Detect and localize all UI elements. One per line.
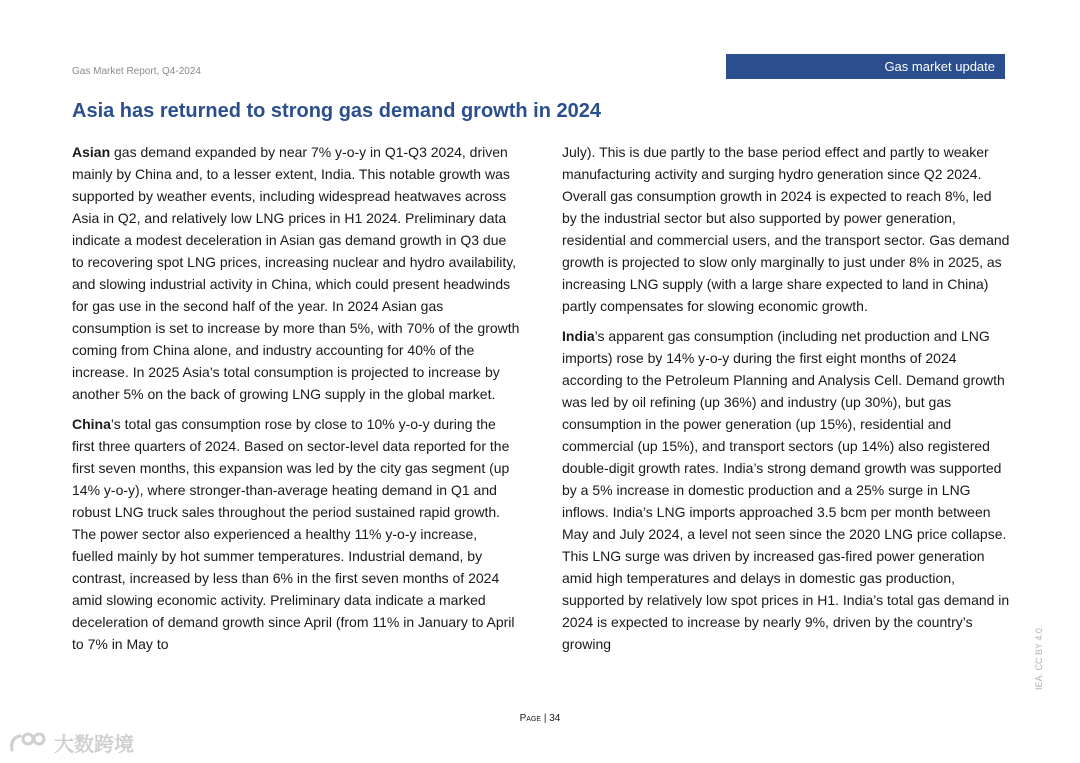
section-banner: Gas market update: [726, 54, 1005, 79]
paragraph-china: [72, 413, 520, 655]
license-note: IEA. CC BY 4.0.: [1034, 625, 1044, 690]
paragraph-lead-india: India: [562, 328, 595, 344]
paragraph-body-india: ’s apparent gas consumption (including net production and LNG imports) rose by 14% y-o-y during the first eight months of 2024 according to the Petroleum Planning and Analysis Cell. Demand growth was led by oil refining (up 36%) and industry (up 30%), but gas consumption in the power generation (up 15%), residential and commercial (up 15%), and transport sectors (up 14%) also registered double-digit growth rates. India’s strong demand growth was supported by a 5% increase in domestic production and a 25% surge in LNG inflows. India’s LNG imports approached 3.5 bcm per month between May and July 2024, a level not seen since the 2020 LNG price collapse. This LNG surge was driven by increased gas-fired power generation amid high temperatures and delays in domestic gas production, supported by relatively low spot prices in H1. India’s total gas demand in 2024 is expected to increase by nearly 9%, driven by the country’s growing: [562, 328, 1010, 652]
page-separator: |: [541, 713, 550, 724]
page-number: 34: [549, 713, 561, 724]
paragraph-asia: [72, 141, 520, 405]
paragraph-body-china: ’s total gas consumption rose by close to 10% y-o-y during the first three quarters of 2024. Based on sector-level data reported for the first seven months, this expansion was led by the city gas segment (up 14% y-o-y), where stronger-than-average heating demand in Q1 and robust LNG truck sales throughout the period sustained rapid growth. The power sector also experienced a healthy 11% y-o-y increase, fuelled mainly by hot summer temperatures. Industrial demand, by contrast, increased by less than 6% in the first seven months of 2024 amid slowing economic activity. Preliminary data indicate a marked deceleration of demand growth since April (from 11% in January to April to 7% in May to: [72, 416, 515, 652]
paragraph-india: [562, 325, 1010, 655]
page-title: Asia has returned to strong gas demand growth in 2024: [72, 100, 601, 122]
paragraph-lead-china: China: [72, 416, 111, 432]
right-column: [562, 141, 1010, 663]
report-name: Gas Market Report, Q4-2024: [72, 66, 201, 77]
watermark-logo-icon: [8, 730, 48, 756]
page-footer: [0, 713, 1080, 724]
page-label: Page: [519, 713, 542, 724]
paragraph-body-asia: gas demand expanded by near 7% y-o-y in Q1-Q3 2024, driven mainly by China and, to a lesser extent, India. This notable growth was supported by weather events, including widespread heatwaves across Asia in Q2, and relatively low LNG prices in H1 2024. Preliminary data indicate a modest deceleration in Asian gas demand growth in Q3 due to recovering spot LNG prices, increasing nuclear and hydro availability, and slowing industrial activity in China, which could present headwinds for gas use in the second half of the year. In 2024 Asian gas consumption is set to increase by more than 5%, with 70% of the growth coming from China alone, and industry accounting for 40% of the increase. In 2025 Asia’s total consumption is projected to increase by another 5% on the back of growing LNG supply in the global market.: [72, 144, 520, 402]
watermark-text: 大数跨境: [54, 734, 134, 756]
left-column: [72, 141, 520, 663]
paragraph-china-continued: July). This is due partly to the base period effect and partly to weaker manufacturing activity and surging hydro generation since Q2 2024. Overall gas consumption growth in 2024 is expected to reach 8%, led by the industrial sector but also supported by power generation, residential and commercial users, and the transport sector. Gas demand growth is projected to slow only marginally to just under 8% in 2025, as increasing LNG supply (with a large share expected to land in China) partly compensates for slowing economic growth.: [562, 144, 1010, 314]
paragraph-lead-asia: Asian: [72, 144, 111, 160]
watermark: [8, 728, 134, 757]
